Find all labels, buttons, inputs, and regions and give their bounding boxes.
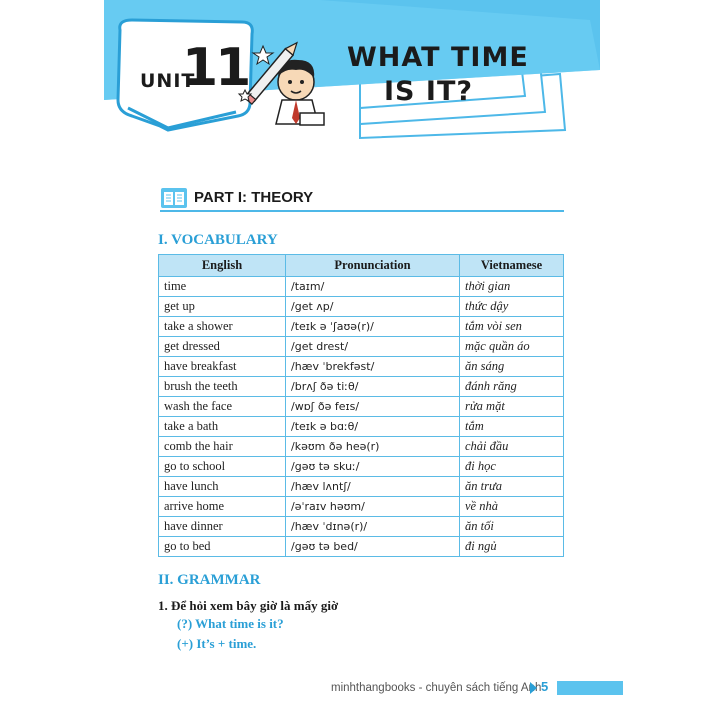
column-header-english: English (159, 255, 286, 277)
table-row (159, 357, 564, 377)
english-cell: time (159, 277, 286, 297)
vietnamese-cell: tắm vòi sen (460, 317, 564, 337)
english-cell: take a bath (159, 417, 286, 437)
page-number: 5 (541, 679, 549, 694)
vietnamese-cell: đánh răng (460, 377, 564, 397)
grammar-title: II. GRAMMAR (158, 572, 261, 588)
unit-number: 11 (182, 38, 249, 98)
vietnamese-cell: ăn tối (460, 517, 564, 537)
table-row (159, 337, 564, 357)
grammar-question: (?) What time is it? (177, 616, 284, 631)
table-row (159, 437, 564, 457)
part-title: PART I: THEORY (194, 189, 314, 206)
pronunciation-cell: /wɒʃ ðə feɪs/ (286, 397, 460, 417)
table-row (159, 457, 564, 477)
pronunciation-cell: /gəʊ tə bed/ (286, 537, 460, 557)
open-book-icon (160, 187, 188, 209)
english-cell: take a shower (159, 317, 286, 337)
english-cell: get up (159, 297, 286, 317)
table-header-row (159, 255, 564, 277)
vocabulary-table (158, 254, 564, 557)
pronunciation-cell: /əˈraɪv həʊm/ (286, 497, 460, 517)
table-row (159, 477, 564, 497)
unit-title-line1: WHAT TIME (347, 42, 529, 73)
unit-label: UNIT (140, 70, 196, 92)
column-header-vietnamese: Vietnamese (460, 255, 564, 277)
column-header-pronunciation: Pronunciation (286, 255, 460, 277)
english-cell: have breakfast (159, 357, 286, 377)
footer-publisher: minhthangbooks - chuyên sách tiếng Anh (331, 682, 542, 694)
grammar-answer: (+) It’s + time. (177, 636, 257, 651)
pronunciation-cell: /hæv ˈbrekfəst/ (286, 357, 460, 377)
table-row (159, 317, 564, 337)
english-cell: go to bed (159, 537, 286, 557)
part-divider (160, 210, 564, 212)
table-row (159, 277, 564, 297)
english-cell: go to school (159, 457, 286, 477)
english-cell: wash the face (159, 397, 286, 417)
english-cell: get dressed (159, 337, 286, 357)
table-row (159, 297, 564, 317)
pronunciation-cell: /hæv lʌntʃ/ (286, 477, 460, 497)
vietnamese-cell: thời gian (460, 277, 564, 297)
english-cell: have lunch (159, 477, 286, 497)
unit-title-line2: IS IT? (384, 76, 474, 107)
vietnamese-cell: về nhà (460, 497, 564, 517)
vietnamese-cell: tắm (460, 417, 564, 437)
pronunciation-cell: /gəʊ tə skuː/ (286, 457, 460, 477)
vietnamese-cell: ăn trưa (460, 477, 564, 497)
grammar-item-1: 1. Để hỏi xem bây giờ là mấy giờ (158, 598, 339, 613)
vocabulary-title: I. VOCABULARY (158, 232, 278, 248)
table-row (159, 377, 564, 397)
pronunciation-cell: /get ʌp/ (286, 297, 460, 317)
pronunciation-cell: /get drest/ (286, 337, 460, 357)
footer-arrow-icon (530, 682, 537, 694)
pronunciation-cell: /kəʊm ðə heə(r) (286, 437, 460, 457)
pronunciation-cell: /brʌʃ ðə tiːθ/ (286, 377, 460, 397)
english-cell: brush the teeth (159, 377, 286, 397)
pronunciation-cell: /taɪm/ (286, 277, 460, 297)
english-cell: arrive home (159, 497, 286, 517)
table-row (159, 497, 564, 517)
english-cell: comb the hair (159, 437, 286, 457)
vietnamese-cell: mặc quần áo (460, 337, 564, 357)
table-row (159, 417, 564, 437)
table-row (159, 537, 564, 557)
pronunciation-cell: /teɪk ə bɑːθ/ (286, 417, 460, 437)
table-row (159, 397, 564, 417)
vietnamese-cell: ăn sáng (460, 357, 564, 377)
table-row (159, 517, 564, 537)
vietnamese-cell: đi ngủ (460, 537, 564, 557)
vietnamese-cell: chải đầu (460, 437, 564, 457)
english-cell: have dinner (159, 517, 286, 537)
vietnamese-cell: thức dậy (460, 297, 564, 317)
pronunciation-cell: /hæv ˈdɪnə(r)/ (286, 517, 460, 537)
vietnamese-cell: rửa mặt (460, 397, 564, 417)
vietnamese-cell: đi học (460, 457, 564, 477)
header-banner (0, 0, 726, 160)
footer-accent-bar (557, 681, 623, 695)
pronunciation-cell: /teɪk ə ˈʃaʊə(r)/ (286, 317, 460, 337)
